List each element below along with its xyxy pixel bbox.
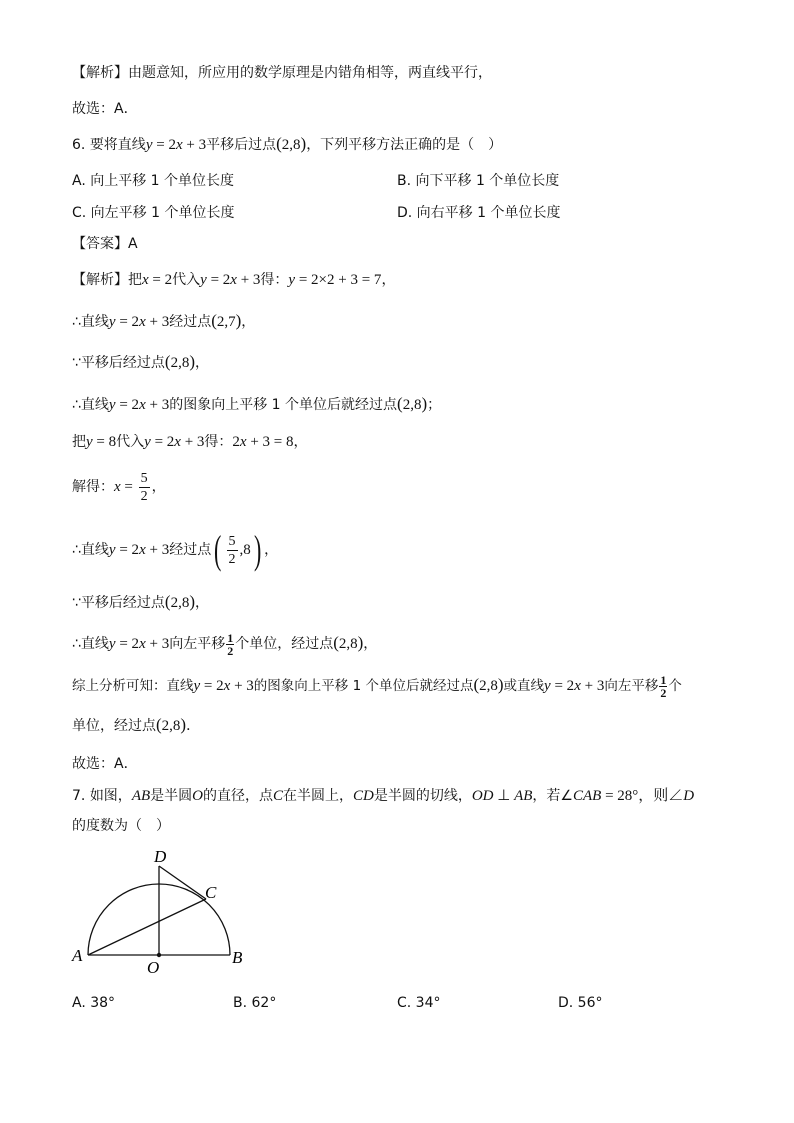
denominator: 2 (227, 643, 234, 658)
math: + 3 (230, 678, 254, 694)
question-text: 平移后过点 (206, 137, 277, 153)
math: + 3 (580, 678, 605, 694)
fraction (227, 533, 238, 568)
denominator: 2 (228, 551, 236, 567)
point-coord: 2,7 (216, 314, 236, 330)
question-text: ，下列平移方法正确的是（ ） (306, 137, 503, 153)
text: 的图象向上平移 1 个单位后就经过点 (253, 678, 474, 694)
solution-step-4: ∴直线y = 2x + 3的图象向上平移 1 个单位后就经过点(2,8)； (72, 394, 442, 413)
label-b: B (232, 948, 243, 967)
text: 单位，经过点 (72, 718, 156, 734)
math: + 3 (145, 636, 170, 652)
fraction (659, 674, 667, 699)
solution-step-8: ∵平移后经过点(2,8)， (72, 592, 210, 611)
solution-step-6 (72, 467, 166, 507)
label-a: A (72, 946, 83, 965)
point-coord: ,8 (239, 542, 251, 558)
answer-line (72, 235, 138, 253)
text: ，若∠ (532, 788, 573, 804)
text: 在半圆上， (283, 788, 353, 804)
math: + 3 = 8 (246, 434, 294, 450)
analysis-bracket: 【解析】 (72, 65, 128, 81)
text: 如图， (89, 788, 132, 804)
text: ． (186, 718, 201, 734)
denominator: 2 (140, 488, 148, 504)
math-x: x (230, 272, 237, 288)
math-y: y (288, 272, 296, 288)
math: = 28°，则∠ (601, 788, 684, 804)
question-text: 要将直线 (89, 137, 146, 153)
math: OD (471, 788, 494, 804)
text: ∴直线 (72, 397, 109, 413)
math-x: x (139, 542, 146, 558)
text: 把 (72, 434, 86, 450)
text: ∴直线 (72, 542, 109, 558)
answer-value: A (128, 236, 138, 252)
math-y: y (108, 397, 116, 413)
math: = 2 (150, 434, 175, 450)
math-x: x (574, 678, 581, 694)
math-y: y (108, 636, 116, 652)
math: CD (353, 788, 374, 804)
math: AB (131, 788, 151, 804)
text: ， (195, 355, 210, 371)
question-7 (72, 787, 694, 805)
math-y: y (193, 678, 201, 694)
analysis-line-1 (72, 64, 492, 82)
text: 是半圆的切线， (373, 788, 472, 804)
semicircle-figure (66, 840, 256, 980)
math: = 2 (148, 272, 173, 288)
point-coord: 2,8 (479, 678, 498, 694)
math-plus3: + 3 (182, 137, 207, 153)
text: ， (151, 479, 166, 495)
math-x: x (239, 434, 247, 450)
text: 个 (668, 678, 682, 694)
text: ； (427, 397, 442, 413)
math-x: x (139, 636, 146, 652)
point-coord: 2,8 (170, 355, 190, 371)
question-6: 6. 要将直线y = 2x + 3平移后过点(2,8)，下列平移方法正确的是（ ） (72, 134, 503, 153)
text: 个单位，经过点 (235, 636, 334, 652)
option-a: A. 向上平移 1 个单位长度 (72, 173, 235, 189)
math: = 8 (92, 434, 117, 450)
text: 经过点 (169, 542, 212, 558)
math: + 3 (236, 272, 261, 288)
math: + 3 (145, 542, 170, 558)
math: O (192, 788, 203, 804)
text: ， (241, 314, 256, 330)
answer-bracket: 【答案】 (72, 236, 128, 252)
fraction (139, 470, 150, 505)
q7-option-c: C. 34° (397, 995, 441, 1011)
math: = 2 (550, 678, 575, 694)
math: + 3 (180, 434, 205, 450)
solution-step-1 (72, 271, 395, 289)
text: 代入 (116, 434, 145, 450)
question-number: 6. (72, 137, 86, 153)
denominator: 2 (660, 685, 667, 700)
math-y: y (108, 542, 116, 558)
segment-dc (159, 866, 206, 899)
math: = (120, 479, 137, 495)
math: ⊥ (493, 788, 515, 804)
text: 向左平移 (169, 636, 226, 652)
choice-text: 故选：A． (72, 756, 138, 772)
q7-option-d: D. 56° (558, 995, 603, 1011)
text: ， (381, 272, 396, 288)
math-y: y (86, 434, 93, 450)
solution-step-10: 综上分析可知：直线y = 2x + 3的图象向上平移 1 个单位后就经过点(2,8)或直线y = 2x + 3向左平移 $\frac{1}{2}$ 个 (72, 672, 682, 700)
math: = 2 (206, 272, 231, 288)
numerator: 1 (227, 630, 234, 645)
math: AB (514, 788, 533, 804)
math-x: x (142, 272, 149, 288)
label-o: O (147, 958, 160, 977)
analysis-text: 由题意知，所应用的数学原理是内错角相等，两直线平行， (128, 65, 492, 81)
point-coord: 2,8 (402, 397, 422, 413)
solution-step-9: ∴直线y = 2x + 3向左平移 $\frac{1}{2}$ 个单位，经过点(2,8)， (72, 630, 378, 658)
text: 得： (260, 272, 289, 288)
label-d: D (154, 847, 167, 866)
text: 把 (128, 272, 142, 288)
math-y: y (144, 434, 151, 450)
text: 代入 (172, 272, 201, 288)
center-point (157, 953, 161, 957)
math: = 2 (115, 542, 140, 558)
fraction (226, 632, 234, 657)
point-coord: 2,8 (338, 636, 358, 652)
option-d: D. 向右平移 1 个单位长度 (397, 205, 561, 221)
question-7-line-2 (72, 817, 170, 835)
solution-step-2: ∴直线y = 2x + 3经过点(2,7)， (72, 311, 256, 330)
math: CAB (572, 788, 602, 804)
math: D (683, 788, 695, 804)
option-c: C. 向左平移 1 个单位长度 (72, 205, 235, 221)
math-x: x (114, 479, 121, 495)
text: ∴直线 (72, 636, 109, 652)
math: + 3 (145, 397, 170, 413)
text: ∴直线 (72, 314, 109, 330)
option-b: B. 向下平移 1 个单位长度 (397, 173, 560, 189)
math-y: y (145, 137, 153, 153)
question-number: 7. (72, 788, 86, 804)
math-x: x (139, 314, 146, 330)
numerator: 1 (660, 672, 667, 687)
solution-step-5 (72, 433, 308, 451)
solution-step-3: ∵平移后经过点(2,8)， (72, 352, 210, 371)
math-y: y (200, 272, 207, 288)
math: 2 (232, 434, 240, 450)
text: 是半圆 (150, 788, 193, 804)
q7-option-b: B. 62° (233, 995, 277, 1011)
numerator: 5 (228, 533, 236, 549)
text: ∵平移后经过点 (72, 355, 165, 371)
text: 解得： (72, 479, 114, 495)
math-x: x (223, 678, 231, 694)
math: = 2 (115, 397, 140, 413)
point-coord: 2,8 (170, 595, 190, 611)
text: 的度数为（ ） (72, 818, 170, 834)
text: 向左平移 (604, 678, 659, 694)
math: = 2 (200, 678, 224, 694)
text: ， (195, 595, 210, 611)
text: 综上分析可知：直线 (72, 678, 194, 694)
choice-text: 故选：A． (72, 101, 138, 117)
math: = 2 (115, 636, 140, 652)
math-x: x (139, 397, 146, 413)
text: 或直线 (503, 678, 545, 694)
text: 经过点 (169, 314, 212, 330)
solution-step-11: 单位，经过点(2,8)． (72, 715, 201, 734)
label-c: C (205, 883, 217, 902)
point-coord: 2,8 (161, 718, 181, 734)
choice-line (72, 100, 138, 118)
text: 的直径，点 (202, 788, 273, 804)
text: 得： (204, 434, 233, 450)
analysis-bracket: 【解析】 (72, 272, 128, 288)
math-x: x (174, 434, 181, 450)
text: ， (363, 636, 378, 652)
math: = 2 (115, 314, 140, 330)
text: ， (264, 542, 279, 558)
math: + 3 (145, 314, 170, 330)
math: = 2×2 + 3 = 7 (295, 272, 382, 288)
text: ∵平移后经过点 (72, 595, 165, 611)
math: C (272, 788, 283, 804)
choice-line-2 (72, 755, 138, 773)
q7-option-a: A. 38° (72, 995, 116, 1011)
math-y: y (108, 314, 116, 330)
point-coord: 2,8 (281, 137, 301, 153)
text: 的图象向上平移 1 个单位后就经过点 (169, 397, 398, 413)
solution-step-7: ∴直线y = 2x + 3经过点( $\frac{5}{2}$ ,8) ， (72, 527, 279, 572)
numerator: 5 (140, 470, 148, 486)
math-eq: = 2 (152, 137, 176, 153)
math-y: y (544, 678, 551, 694)
math-x: x (175, 137, 183, 153)
text: ， (293, 434, 308, 450)
